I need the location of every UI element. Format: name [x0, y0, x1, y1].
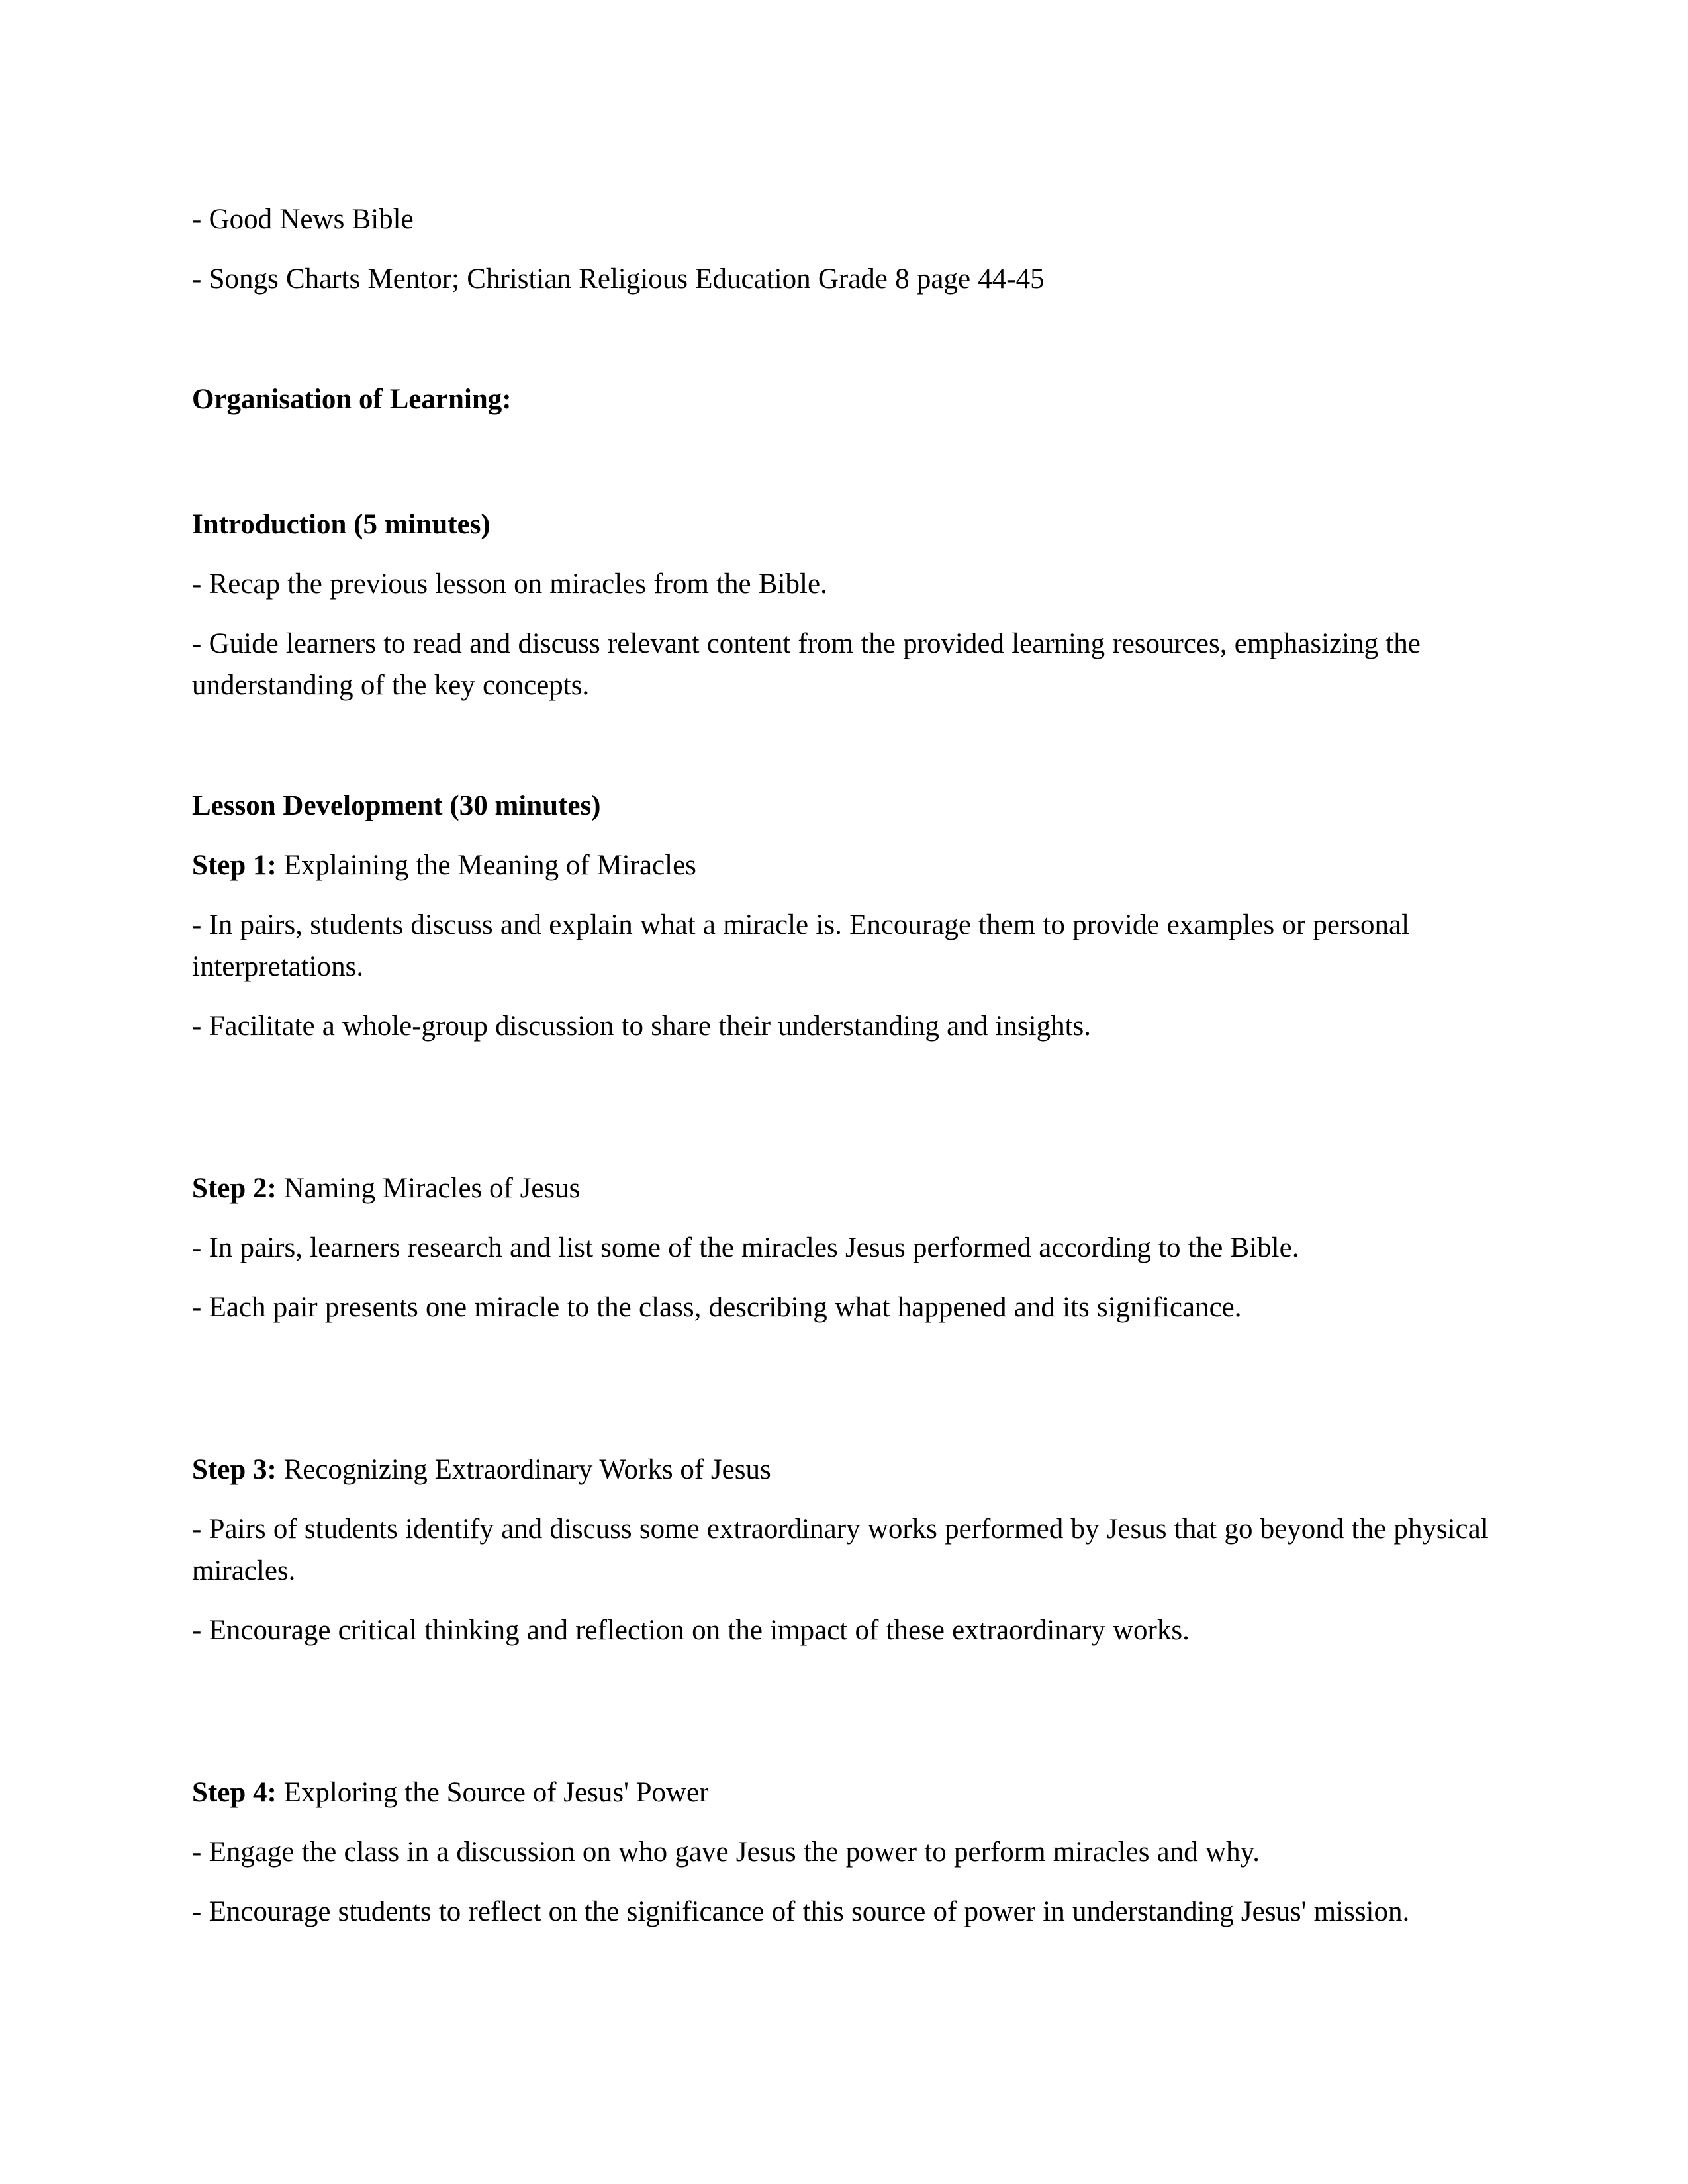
step-spacer [192, 1065, 1489, 1167]
section-spacer [192, 318, 1489, 379]
heading-spacer [192, 827, 1489, 844]
step-3-bullet: - Pairs of students identify and discuss some extraordinary works performed by Jesus that go beyond the physical miracles. [192, 1514, 1489, 1586]
step-2-text: Naming Miracles of Jesus [276, 1173, 581, 1204]
step-3-title [192, 1449, 1489, 1490]
step-1-text: Explaining the Meaning of Miracles [276, 850, 696, 881]
heading-spacer [192, 1209, 1489, 1227]
step-spacer [192, 1669, 1489, 1772]
step-4-bullet: - Encourage students to reflect on the significance of this source of power in understanding Jesus' mission. [192, 1896, 1410, 1927]
heading-spacer [192, 886, 1489, 904]
step-2-bullet: - Each pair presents one miracle to the class, describing what happened and its significance. [192, 1292, 1242, 1323]
step-4-bullet: - Engage the class in a discussion on who gave Jesus the power to perform miracles and why. [192, 1837, 1260, 1868]
step-2-title [192, 1167, 1489, 1209]
step-spacer [192, 1346, 1489, 1449]
section-spacer [192, 420, 1489, 504]
heading-spacer [192, 545, 1489, 563]
step-3-text: Recognizing Extraordinary Works of Jesus [276, 1454, 771, 1485]
organisation-of-learning-heading: Organisation of Learning: [192, 384, 512, 415]
step-4-title [192, 1772, 1489, 1813]
heading-spacer [192, 1813, 1489, 1831]
step-2-bullet: - In pairs, learners research and list some of the miracles Jesus performed according to the Bible. [192, 1232, 1299, 1263]
step-3-label: Step 3: [192, 1454, 277, 1485]
step-1-bullet: - Facilitate a whole-group discussion to share their understanding and insights. [192, 1011, 1092, 1042]
step-4-text: Exploring the Source of Jesus' Power [276, 1777, 709, 1808]
step-1-title [192, 844, 1489, 886]
step-4-label: Step 4: [192, 1777, 277, 1808]
lesson-development-heading: Lesson Development (30 minutes) [192, 790, 601, 821]
introduction-heading: Introduction (5 minutes) [192, 509, 491, 540]
step-1-bullet: - In pairs, students discuss and explain what a miracle is. Encourage them to provide examples or personal interpretations. [192, 909, 1410, 982]
section-spacer [192, 724, 1489, 785]
step-2-label: Step 2: [192, 1173, 277, 1204]
heading-spacer [192, 1490, 1489, 1508]
introduction-bullet: - Guide learners to read and discuss relevant content from the provided learning resources, emphasizing the understanding of the key concepts. [192, 628, 1421, 701]
document-body [192, 199, 1489, 1933]
resource-item: - Songs Charts Mentor; Christian Religious Education Grade 8 page 44-45 [192, 263, 1045, 295]
resource-item: - Good News Bible [192, 204, 414, 235]
introduction-bullet: - Recap the previous lesson on miracles from the Bible. [192, 569, 827, 600]
step-3-bullet: - Encourage critical thinking and reflection on the impact of these extraordinary works. [192, 1615, 1190, 1646]
step-1-label: Step 1: [192, 850, 277, 881]
